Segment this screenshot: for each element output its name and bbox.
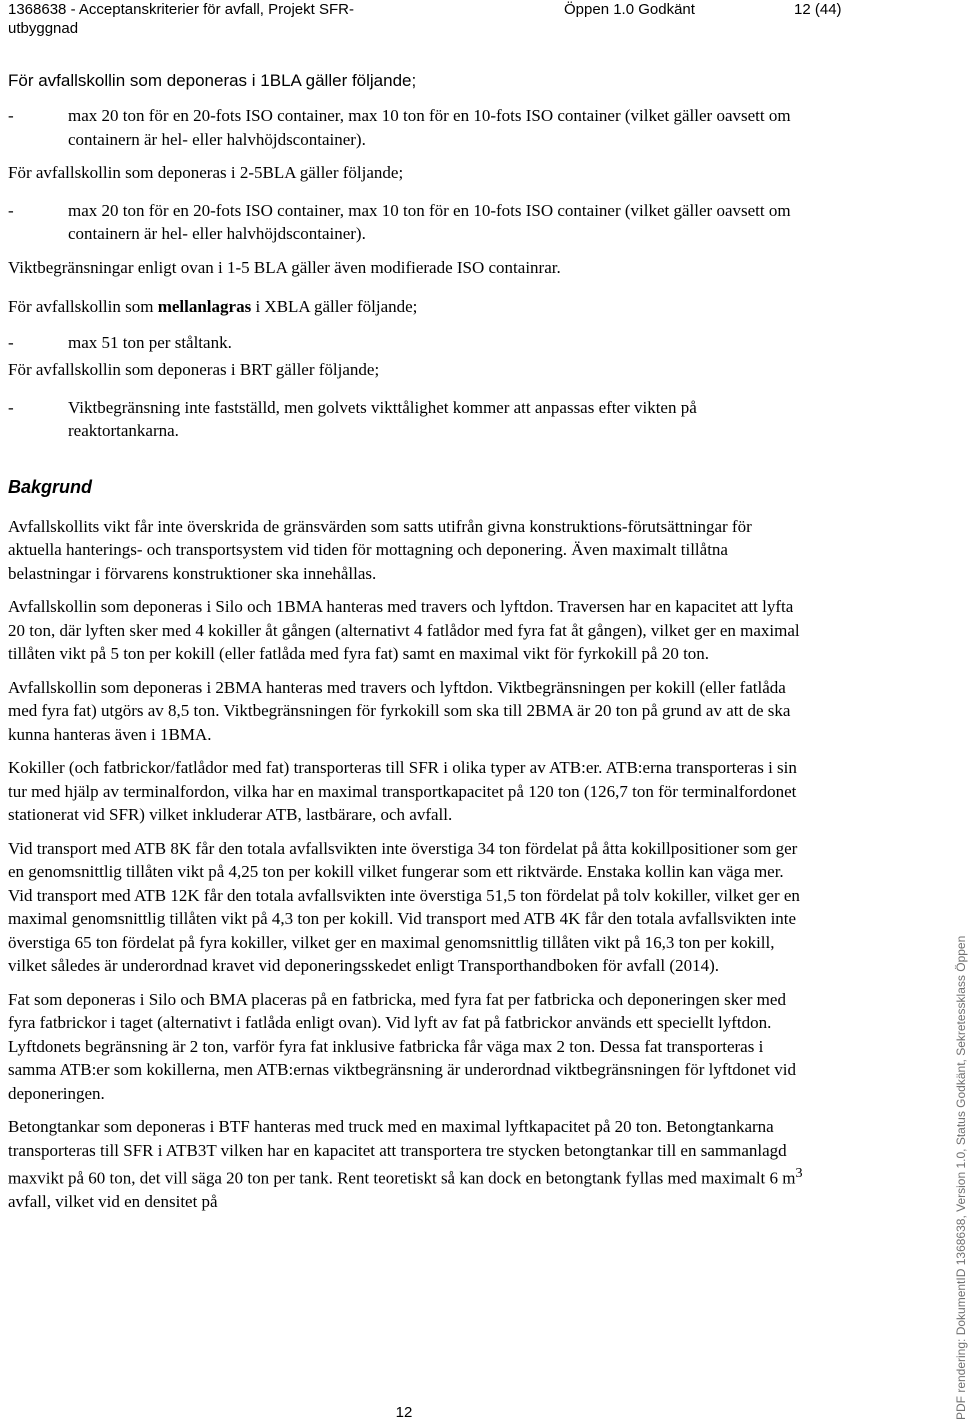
paragraph: Vid transport med ATB 8K får den totala avfallsvikten inte överstiga 34 ton fördelat på åtta kokillpositioner som ger en genomsnittlig tillåten vikt på 4,25 ton per kokill vilket fungerar som ett riktvärde. Enstaka kollin kan väga mer. Vid transport med ATB 12K får den totala avfallsvikten inte överstiga 51,5 ton fördelat på tolv kokiller, vilket ger en maximal genomsnittlig tillåten vikt på 4,3 ton per kokill. Vid transport med ATB 4K får den totala avfallsvikten inte överstiga 65 ton fördelat på fyra kokiller, vilket ger en maximal genomsnittlig tillåten vikt på 16,3 ton per kokill, vilket således är underordnad kravet vid deponeringsskedet enligt Transporthandboken för avfall (2014). — [8, 838, 800, 975]
intro-1bla: För avfallskollin som deponeras i 1BLA gäller följande; — [8, 71, 417, 90]
text-run: avfall, vilket vid en densitet på — [8, 1192, 218, 1212]
list-dash: - — [8, 106, 14, 125]
superscript: 3 — [795, 1165, 803, 1181]
text-run: För avfallskollin som — [8, 297, 158, 316]
list-item-text: max 51 ton per ståltank. — [68, 332, 232, 352]
text-run: i XBLA gäller följande; — [251, 297, 418, 316]
page-number-header: 12 (44) — [794, 1, 842, 18]
pdf-rendering-note: PDF rendering: DokumentID 1368638, Version 1.0, Status Godkänt, Sekretessklass Öppen — [954, 935, 968, 1420]
paragraph: För avfallskollin som deponeras i BRT gäller följande; — [8, 360, 380, 379]
list-item — [8, 396, 808, 443]
paragraph: Kokiller (och fatbrickor/fatlådor med fat) transporteras till SFR i olika typer av ATB:er. ATB:erna transporteras i sin tur med hjälp av terminalfordon, vilka har en maximal transportkapacitet på 120 ton (126,7 ton för terminalfordonet stationerat vid SFR) vilket inkluderar ATB, lastbärare, och avfall. — [8, 758, 797, 824]
paragraph: Avfallskollin som deponeras i Silo och 1BMA hanteras med travers och lyftdon. Traversen har en kapacitet att lyfta 20 ton, där lyften sker med 4 kokiller åt gången (alternativt 4 fatlådor med fyra fat åt gången), vilket ger en maximal tillåten vikt på 5 ton per kokill (eller fatlåda med fyra fat) samt en maximal vikt för fyrkokill på 20 ton. — [8, 597, 800, 663]
paragraph: För avfallskollin som deponeras i 2-5BLA gäller följande; — [8, 163, 404, 182]
page-header — [8, 0, 908, 40]
list-item — [8, 199, 808, 246]
bold-text: mellanlagras — [157, 297, 252, 316]
paragraph — [8, 295, 808, 319]
list-item-text: Viktbegränsning inte fastställd, men golvets vikttålighet kommer att anpassas efter vikten på reaktortankarna. — [68, 397, 697, 440]
paragraph: Avfallskollin som deponeras i 2BMA hanteras med travers och lyftdon. Viktbegränsningen per kokill (eller fatlåda med fyra fat) utgörs av 8,5 ton. Viktbegränsningen för fyrkokill som ska till 2BMA är 20 ton på grund av att de ska kunna hanteras även i 1BMA. — [8, 677, 791, 744]
list-dash: - — [8, 200, 14, 220]
list-item-text: max 20 ton för en 20-fots ISO container, max 10 ton för en 10-fots ISO container (vilket gäller oavsett om containern är hel- eller halvhöjdscontainer). — [68, 200, 791, 243]
list-item-text: max 20 ton för en 20-fots ISO container, max 10 ton för en 10-fots ISO container (vilket gäller oavsett om containern är hel- eller halvhöjdscontainer). — [68, 106, 791, 149]
paragraph — [8, 1115, 808, 1214]
page-number-footer: 12 — [395, 1404, 413, 1421]
paragraph: Fat som deponeras i Silo och BMA placeras på en fatbricka, med fyra fat per fatbricka och deponeringen sker med fyra fatbrickor i taget (alternativt i fatlåda enligt ovan). Vid lyft av fat på fatbrickor används ett speciellt lyftdon. Lyftdonets begränsning är 2 ton, varför fyra fat inklusive fatbricka får väga max 2 ton. Dessa fat transporteras i samma ATB:er som kokillerna, men ATB:ernas viktbegränsning är underordnad viktbegränsningen för lyftdonet vid deponeringen. — [8, 989, 796, 1103]
document-title: 1368638 - Acceptanskriterier för avfall, Projekt SFR-utbyggnad — [8, 1, 354, 37]
list-dash: - — [8, 332, 14, 352]
list-item — [8, 331, 808, 355]
paragraph: Viktbegränsningar enligt ovan i 1-5 BLA gäller även modifierade ISO containrar. — [8, 257, 561, 277]
list-item — [8, 104, 808, 151]
document-body — [8, 106, 808, 1214]
document-status: Öppen 1.0 Godkänt — [564, 1, 695, 18]
section-heading: Bakgrund — [8, 476, 93, 497]
list-dash: - — [8, 397, 14, 417]
text-run: Betongtankar som deponeras i BTF hanteras med truck med en maximal lyftkapacitet på 20 ton. Betongtankarna transporteras till SFR i ATB3T vilken har en kapacitet att transportera tre stycken betongtankar till en sammanlagd maxvikt på 60 ton, det vill säga 20 ton per tank. Rent teoretiskt så kan dock en betongtank fyllas med maximalt 6 m — [8, 1117, 796, 1188]
paragraph: Avfallskollits vikt får inte överskrida de gränsvärden som satts utifrån givna konstruktions-förutsättningar för aktuella hanterings- och transportsystem vid tiden för mottagning och deponering. Även maximalt tillåtna belastningar i förvarens konstruktioner ska innehållas. — [8, 516, 752, 583]
